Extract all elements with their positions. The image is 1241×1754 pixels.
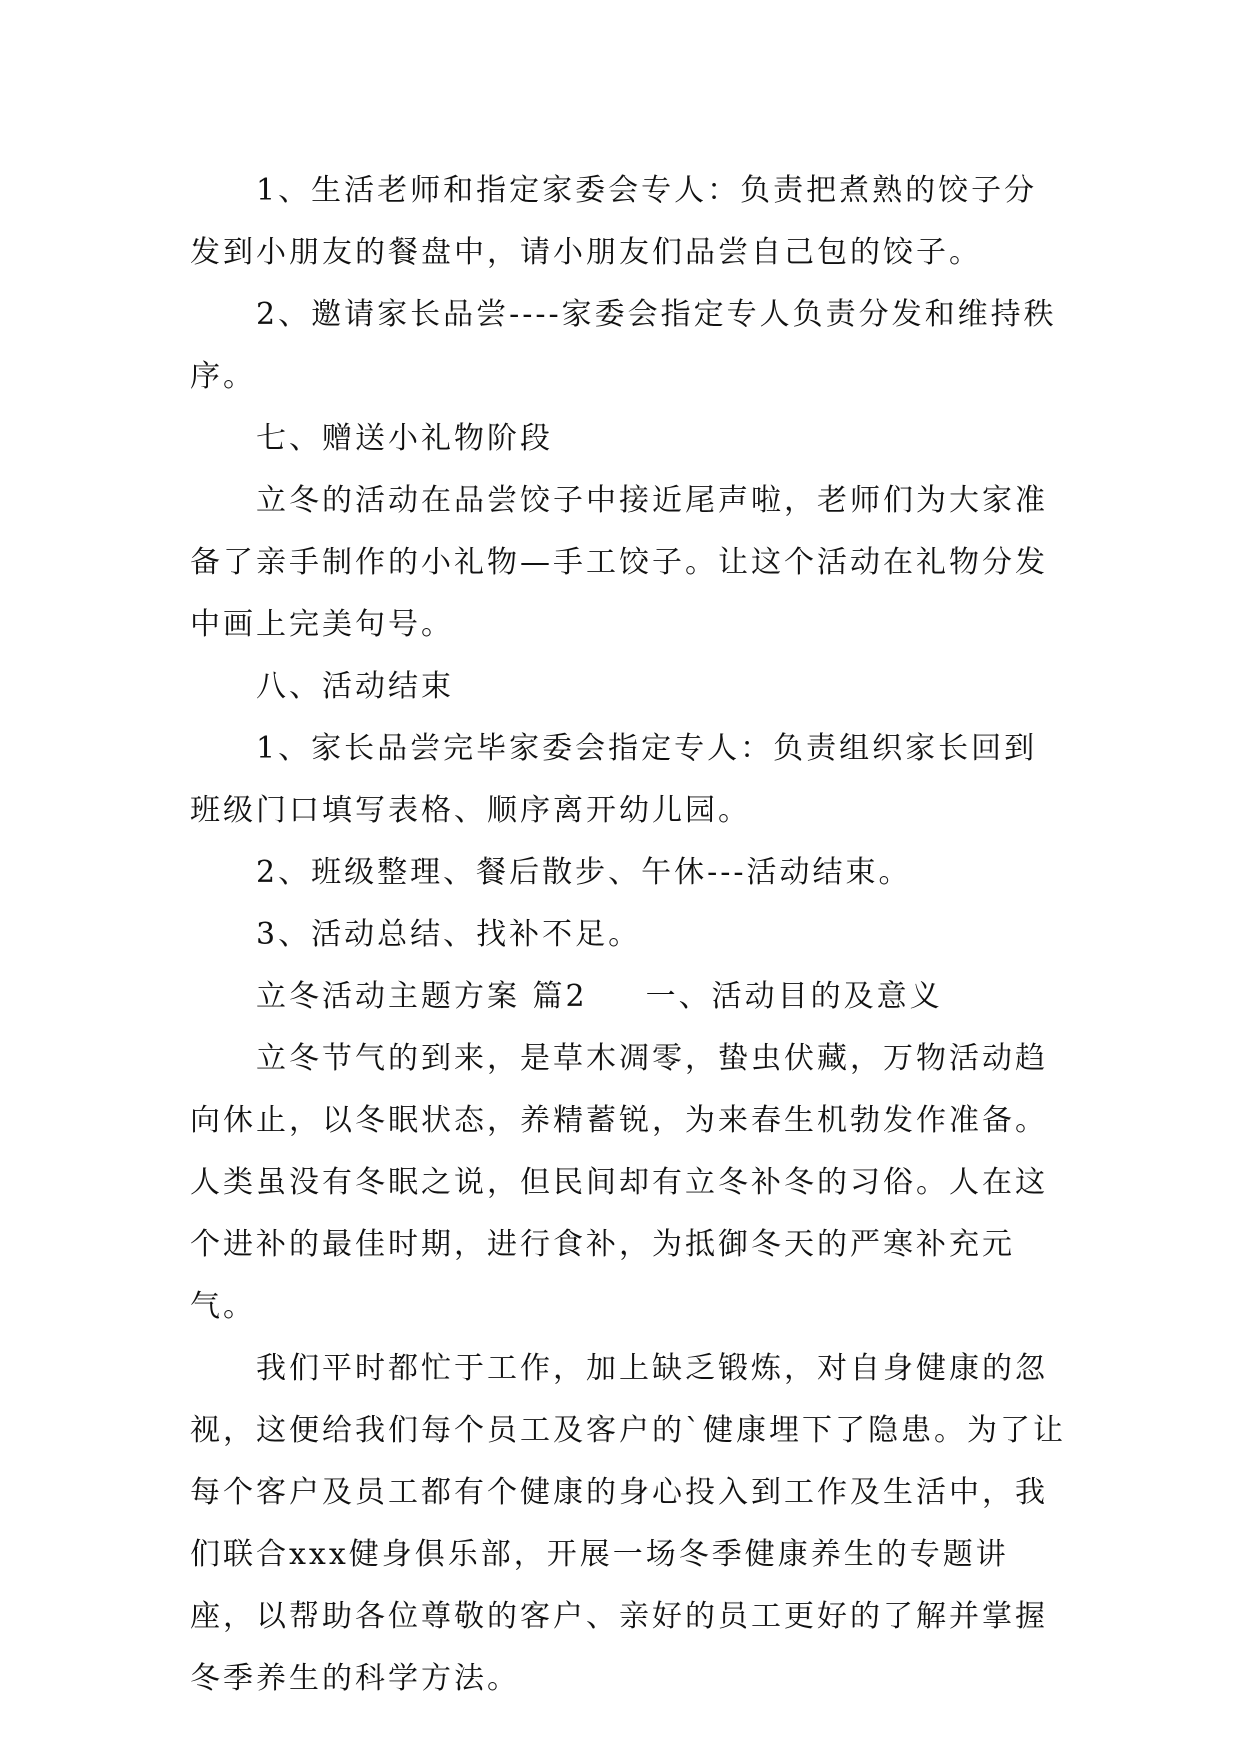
paragraph-solar-term: 立冬节气的到来，是草木凋零，蛰虫伏藏，万物活动趋向休止，以冬眠状态，养精蓄锐，为来春生机勃发作准备。人类虽没有冬眠之说，但民间却有立冬补冬的习俗。人在这个进补的最佳时期，进行食补，为抵御冬天的严寒补充元气。 (190, 1041, 1048, 1324)
document-body (190, 160, 1070, 1710)
heading-gift-stage: 七、赠送小礼物阶段 (256, 421, 553, 456)
paragraph-serve-dumplings: 1、生活老师和指定家委会专人：负责把煮熟的饺子分发到小朋友的餐盘中，请小朋友们品尝自己包的饺子。 (190, 173, 1038, 270)
section-subtitle: 一、活动目的及意义 (645, 979, 943, 1014)
section-heading-row (190, 966, 1070, 1028)
heading-activity-end: 八、活动结束 (256, 669, 454, 704)
section-title: 立冬活动主题方案 篇2 (256, 979, 588, 1014)
paragraph-parents-leave: 1、家长品尝完毕家委会指定专人：负责组织家长回到班级门口填写表格、顺序离开幼儿园。 (190, 731, 1038, 828)
paragraph-class-tidy: 2、班级整理、餐后散步、午休---活动结束。 (256, 855, 912, 890)
paragraph-health-lecture: 我们平时都忙于工作，加上缺乏锻炼，对自身健康的忽视，这便给我们每个员工及客户的`健康埋下了隐患。为了让每个客户及员工都有个健康的身心投入到工作及生活中，我们联合xxx健身俱乐部，开展一场冬季健康养生的专题讲座，以帮助各位尊敬的客户、亲好的员工更好的了解并掌握冬季养生的科学方法。 (190, 1351, 1066, 1696)
paragraph-invite-parents: 2、邀请家长品尝----家委会指定专人负责分发和维持秩序。 (190, 297, 1057, 394)
paragraph-summary: 3、活动总结、找补不足。 (256, 917, 642, 952)
paragraph-gift-stage: 立冬的活动在品尝饺子中接近尾声啦，老师们为大家准备了亲手制作的小礼物—手工饺子。让这个活动在礼物分发中画上完美句号。 (190, 483, 1048, 642)
